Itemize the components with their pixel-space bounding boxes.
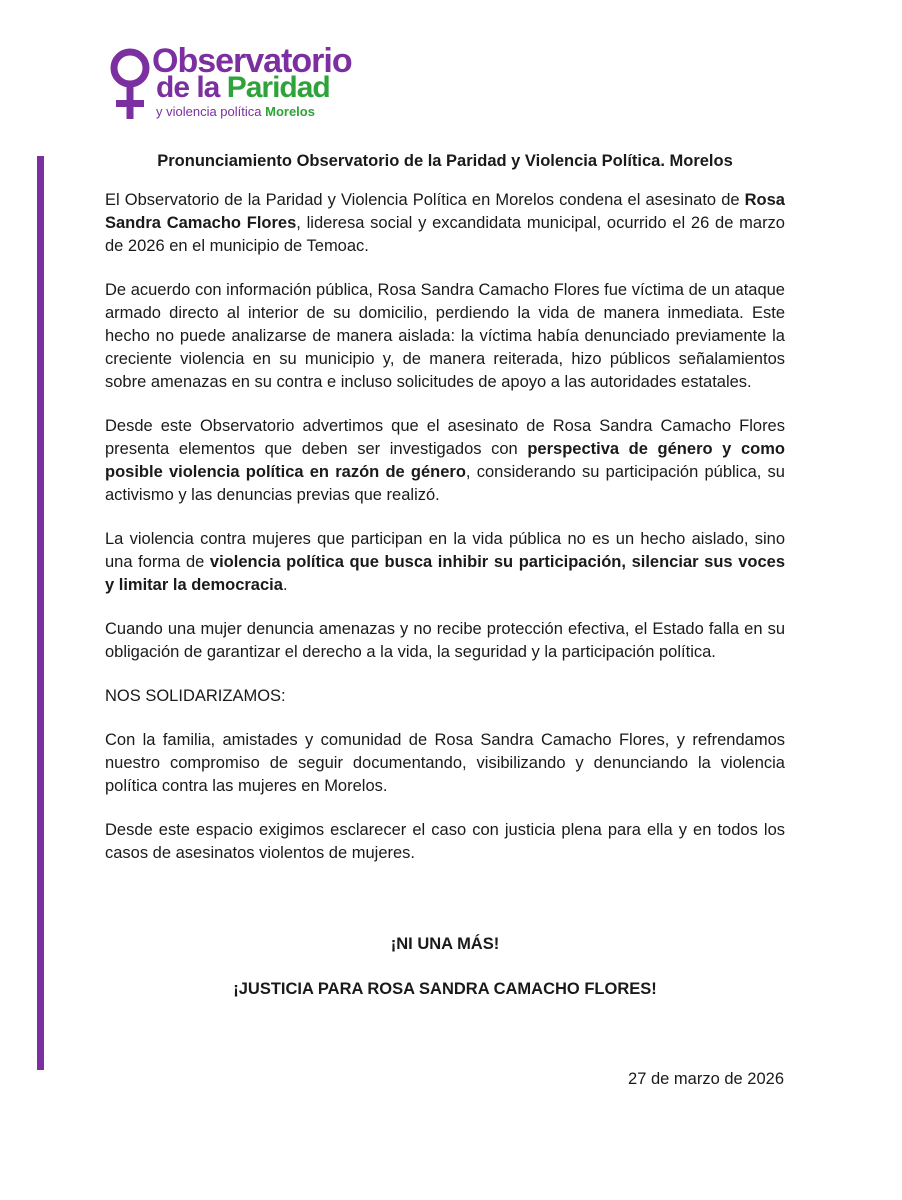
logo-de-la: de la (156, 71, 227, 104)
document-body (105, 150, 785, 886)
paragraph-2: De acuerdo con información pública, Rosa Sandra Camacho Flores fue víctima de un ataque armado directo al interior de su domicilio, perdiendo la vida de manera inmediata. Este hecho no puede analizarse de manera aislada: la víctima había denunciado previamente la creciente violencia en su municipio y, de manera reiterada, hizo públicos señalamientos sobre amenazas en su contra e incluso solicitudes de apoyo a las autoridades estatales. (105, 281, 785, 391)
purple-side-bar (37, 156, 44, 1070)
logo-paridad: Paridad (226, 71, 330, 104)
p4-text-a: La violencia contra mujeres que participan en la vida pública no es un hecho aislado, sino una forma de (105, 530, 785, 571)
logo-tagline-text: y violencia política (156, 104, 266, 119)
paragraph-3 (105, 415, 785, 507)
slogan-justicia: ¡JUSTICIA PARA ROSA SANDRA CAMACHO FLORES! (233, 980, 657, 998)
paragraph-1 (105, 189, 785, 258)
p3-bold: perspectiva de género y como posible violencia política en razón de género (105, 440, 785, 481)
document-date: 27 de marzo de 2026 (628, 1070, 784, 1088)
p1-bold: Rosa Sandra Camacho Flores (105, 191, 785, 232)
logo-morelos: Morelos (265, 104, 315, 119)
paragraph-8: Desde este espacio exigimos esclarecer el caso con justicia plena para ella y en todos los casos de asesinatos violentos de mujeres. (105, 821, 785, 862)
document-title: Pronunciamiento Observatorio de la Paridad y Violencia Política. Morelos (157, 152, 733, 170)
p3-text-a: Desde este Observatorio advertimos que el asesinato de Rosa Sandra Camacho Flores presenta elementos que deben ser investigados con (105, 417, 785, 458)
p4-text-b: . (282, 576, 288, 594)
paragraph-7: Con la familia, amistades y comunidad de Rosa Sandra Camacho Flores, y refrendamos nuestro compromiso de seguir documentando, visibilizando y denunciando la violencia política contra las mujeres en Morelos. (105, 731, 785, 795)
p1-text-b: , lideresa social y excandidata municipal, ocurrido el 26 de marzo de 2026 en el municipio de Temoac. (105, 214, 785, 255)
paragraph-6: NOS SOLIDARIZAMOS: (105, 687, 286, 705)
slogan-ni-una-mas: ¡NI UNA MÁS! (390, 935, 500, 953)
p3-text-b: , considerando su participación pública, su activismo y las denuncias previas que realizó. (105, 463, 785, 504)
paragraph-5: Cuando una mujer denuncia amenazas y no recibe protección efectiva, el Estado falla en su obligación de garantizar el derecho a la vida, la seguridad y la participación política. (105, 620, 785, 661)
p4-bold: violencia política que busca inhibir su participación, silenciar sus voces y limitar la democracia (105, 553, 785, 594)
paragraph-4 (105, 528, 785, 597)
logo-wordmark-line2 (156, 72, 330, 104)
logo-tagline (156, 104, 315, 119)
p1-text-a: El Observatorio de la Paridad y Violencia Política en Morelos condena el asesinato de (105, 191, 745, 209)
female-symbol-icon (108, 46, 154, 122)
logo-wordmark-line1: Observatorio (152, 42, 352, 80)
observatorio-logo (108, 42, 352, 122)
